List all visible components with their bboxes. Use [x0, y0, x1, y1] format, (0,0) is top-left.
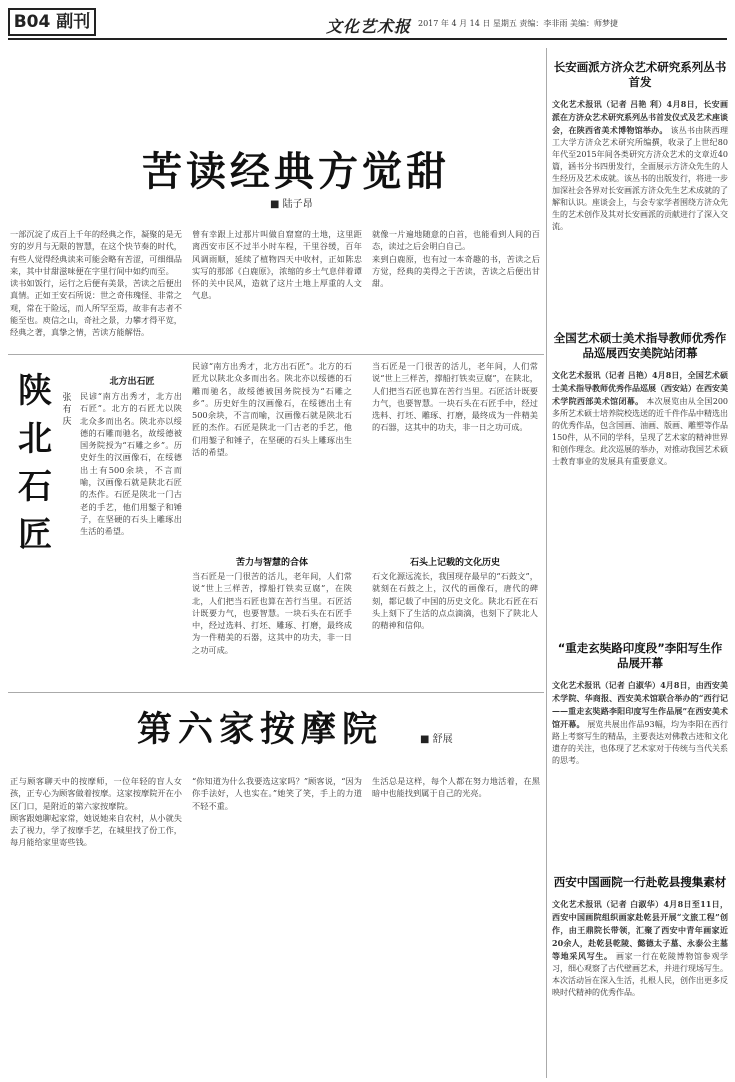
- article1-para: 来到白鹿原，也有过一本奇趣的书，苦读之后方觉，经典的美得之于苦读，苦读之后便出甘甜。: [372, 253, 540, 289]
- article1-col2: [192, 228, 362, 348]
- article2-section-text: 民谚“南方出秀才，北方出石匠”。北方的石匠尤以陕北众多而出名。陕北亦以绥德的石雕而驰名，故绥德被国务院授为“石雕之乡”。历史好生的汉画像石，在绥德出土有500余块，不言而喻，汉画像石就是陕北石匠的杰作。石匠是陕北一门古老的手艺，他们用錾子和锤子，在坚硬的石头上雕琢出生活的希望。: [192, 361, 352, 458]
- right-article-title: 长安画派方济众艺术研究系列丛书首发: [553, 60, 727, 89]
- article3-para: 正与顾客聊天中的按摩师，一位年轻的盲人女孩，正专心为顾客做着按摩。这家按摩院开在小区门口，是附近的第六家按摩院。: [10, 776, 182, 811]
- article2-section-text: 当石匠是一门很苦的活儿，老年间，人们常说“世上三样苦，撑船打铁卖豆腐”，在陕北，人们把当石匠也算在苦行当里。石匠活计既要力气，也要智慧。一块石头在石匠手中，经过选料、打坯、雕琢、打磨，最终成为一件精美的石器，这其中的功夫，非一日之功可成。: [192, 571, 352, 655]
- right-article: [552, 60, 728, 323]
- divider: [546, 48, 547, 1078]
- right-article-body: [552, 679, 728, 767]
- article2-section-heading: 苦力与智慧的合体: [235, 558, 308, 568]
- article1-col1: [10, 228, 182, 348]
- right-article-text: 该丛书由陕西理工大学方济众艺术研究所编撰，收录了上世纪80年代至2015年间各类研究方济众艺术的文章近40篇，涵书分书四册发行，全面展示方济众先生的人生经历及艺术成就。该丛书的出版发行，将进一步加深社会各界对长安画派方济众先生艺术成就的了解和认识。座谈会上，与会专家学者围绕方济众先生的艺术创作及其对长安画派的贡献进行了深入交流。: [552, 126, 728, 231]
- article3-col1: [10, 775, 182, 1075]
- right-article-lead: 文化艺术报讯（记者 吕艳 利）4月8日，长安画派在方济众艺术研究系列丛书首发仪式及艺术座谈会，在陕西省美术博物馆举办。: [552, 99, 728, 135]
- right-column: [552, 46, 728, 1082]
- article1-para: 就像一片遍地随意的白首，也能看到人间的百态，读过之后会明白自己。: [372, 229, 540, 252]
- right-article-lead: 文化艺术报讯（记者 吕艳）4月8日，全国艺术硕士美术指导教师优秀作品巡展（西安站）在西安美术学院西部美术馆闭幕。: [552, 370, 728, 406]
- right-article-lead: 文化艺术报讯（记者 白淑华）4月8日至11日，西安中国画院组织画家赴乾县开展“文旅工程”创作，由王鼎院长带领，汇聚了西安中青年画家近20余人，赴乾县乾陵、懿德太子墓、永泰公主墓等地采风写生。: [552, 899, 728, 961]
- article1-title: 苦读经典方觉甜: [142, 149, 450, 195]
- article1-para: 曾有幸跟上过那片叫做自窟窟的土地，这里距离西安市区不过半小时车程，干里谷缓，百年风调雨顺，延续了植物四天中收村，正如陈忠实写的那部《白鹿原》，浓缩的乡土气息伴着谭怀的关中民风，造就了这片土地上厚重的人文气息。: [192, 229, 362, 301]
- article2-section-heading: 北方出石匠: [109, 377, 155, 387]
- article2-section-text: 民谚“南方出秀才，北方出石匠”。北方的石匠尤以陕北众多而出名。陕北亦以绥德的石雕而驰名，故绥德被国务院授为“石雕之乡”。历史好生的汉画像石，在绥德出土有500余块，不言而喻，汉画像石就是陕北石匠的杰作。石匠是陕北一门古老的手艺，他们用錾子和锤子，在坚硬的石头上雕琢出生活的希望。: [80, 391, 182, 537]
- right-article-title: 西安中国画院一行赴乾县搜集素材: [553, 875, 727, 889]
- article3-col3: [372, 775, 540, 1075]
- article1-para: 一部沉淀了成百上千年的经典之作，凝聚的是无穷的岁月与无限的智慧，在这个快节奏的时代，有些人觉得经典读来可能会略有苦涩，可细细品来，其中甘甜滋味便在字里行间中如约而至。: [10, 229, 182, 276]
- article3-para: 生活总是这样，每个人都在努力地活着，在黑暗中也能找到属于自己的光亮。: [372, 776, 540, 799]
- article3-para: “你知道为什么我要选这家吗？”顾客说，“因为你手法好，人也实在。”她笑了笑，手上的力道不轻不重。: [192, 776, 362, 811]
- issue-info: 2017 年 4 月 14 日 星期五 责编：李非雨 美编：师梦捷: [418, 19, 618, 28]
- divider: [8, 692, 544, 693]
- right-article-text: 画家一行在乾陵博物馆参观学习，细心观察了古代壁画艺术，并进行现场写生。本次活动旨在深入生活，扎根人民，创作出更多反映时代精神的优秀作品。: [552, 952, 728, 997]
- article2-author: 张有庆: [62, 393, 72, 427]
- right-article-text: 展览共展出作品93幅，均为李阳在西行路上考察写生的精品，主要表达对佛教古迹和文化遗存的关注，也体现了艺术家对于传统与当代关系的思考。: [552, 720, 728, 765]
- article3-col2: [192, 775, 362, 1075]
- right-article-title: “重走玄奘路印度段”李阳写生作品展开幕: [557, 641, 723, 670]
- article1-para: 读书如饭行，运行之后便有美景，苦读之后便出真情。正如王安石所说：世之奇伟瑰怪、非常之观，常在于险远，而人所罕至焉，故非有志者不能至也。庾信之山，奇社之景，力攀才得平览，经典之著，真挚之情，苦读方能解悟。: [10, 278, 182, 338]
- article3-byline: ■ 舒展: [420, 734, 453, 745]
- right-article-lead: 文化艺术报讯（记者 白淑华）4月8日，由西安美术学院、华商报、西安美术馆联合举办的“西行记——重走玄奘路李阳印度写生作品展”在西安美术馆开幕。: [552, 680, 728, 729]
- masthead: [8, 6, 727, 40]
- right-article: [552, 331, 728, 635]
- right-article-text: 本次展览由从全国200多所艺术硕士培养院校选送的近千件作品中精选出的优秀作品，包含国画、油画、版画、雕塑等作品150件，从不同的学科，呈现了艺术家的精神世界和创作理念。此次巡展的举办，对推动我国艺术硕士教育事业的发展具有重要意义。: [552, 397, 728, 466]
- article2-section-text: 石文化源远流长，我国现存最早的“石鼓文”，就刻在石鼓之上，汉代的画像石，唐代的碑刻，都记载了中国的历史文化。陕北石匠在石头上刻下了生活的点点滴滴，也刻下了陕北人的精神和信仰。: [372, 571, 538, 631]
- article1-byline: ■ 陆子昂: [270, 199, 313, 210]
- right-article: [552, 641, 728, 871]
- right-article-body: [552, 898, 728, 999]
- article2-title: 陕北石匠: [18, 371, 52, 555]
- article3-title: 第六家按摩院: [136, 710, 383, 750]
- right-article-body: [552, 369, 728, 468]
- article3-para: 顾客跟她聊起家常，她说她来自农村，从小就失去了视力，学了按摩手艺，在城里找了份工作，每月能给家里寄些钱。: [10, 812, 182, 848]
- article2-section-text: 当石匠是一门很苦的活儿，老年间，人们常说“世上三样苦，撑船打铁卖豆腐”，在陕北，人们把当石匠也算在苦行当里。石匠活计既要力气，也要智慧。一块石头在石匠手中，经过选料、打坯、雕琢、打磨，最终成为一件精美的石器，这其中的功夫，非一日之功可成。: [372, 361, 538, 433]
- right-article: [552, 875, 728, 1082]
- right-article-body: [552, 98, 728, 233]
- paper-name: 文化艺术报: [326, 17, 412, 36]
- section-badge: B04 副刊: [8, 8, 96, 36]
- right-article-title: 全国艺术硕士美术指导教师优秀作品巡展西安美院站闭幕: [553, 331, 727, 360]
- article1-col3: [372, 228, 540, 348]
- divider: [8, 354, 544, 355]
- article2-section-heading: 石头上记载的文化历史: [409, 558, 500, 568]
